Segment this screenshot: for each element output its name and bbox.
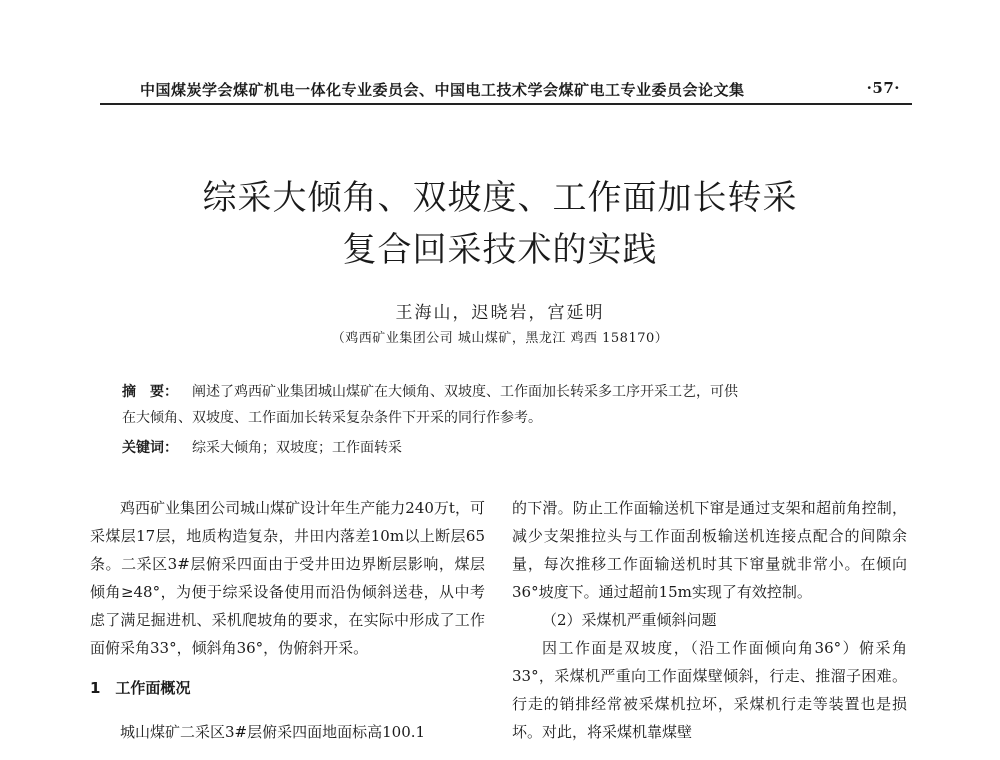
left-paragraph-2: 城山煤矿二采区3#层俯采四面地面标高100.1 [120, 723, 426, 741]
running-header [140, 79, 900, 100]
left-paragraph-1: 鸡西矿业集团公司城山煤矿设计年生产能力240万t，可采煤层17层，地质构造复杂，井田内落差10m以上断层65条。二采区3#层俯采四面由于受井田边界断层影响，煤层倾角≥48°，为便于综采设备使用而沿伪倾斜送巷，从中考虑了满足掘进机、采机爬坡角的要求，在实际中形成了工作面俯采角33°，倾斜角36°，伪俯斜开采。 [90, 499, 485, 657]
paper-title-line1: 综采大倾角、双坡度、工作面加长转采 [202, 178, 798, 218]
keywords: 综采大倾角；双坡度；工作面转采 [192, 440, 402, 456]
subsection-heading-2: （2）采煤机严重倾斜问题 [542, 611, 717, 629]
authors: 王海山，迟晓岩，宫延明 [395, 303, 605, 323]
abstract-line2 [122, 406, 902, 431]
affiliation: （鸡西矿业集团公司 城山煤矿，黑龙江 鸡西 158170） [331, 331, 669, 346]
abstract-line1 [122, 380, 902, 405]
page-number: ·57· [866, 79, 900, 97]
section-heading-1: 1 工作面概况 [90, 679, 191, 697]
right-paragraph-2: 因工作面是双坡度，（沿工作面倾向角36°）俯采角33°，采煤机严重向工作面煤壁倾斜，行走、推溜子困难。行走的销排经常被采煤机拉坏，采煤机行走等装置也是损坏。对此，将采煤机靠煤壁 [512, 639, 907, 741]
abstract-label: 摘 要： [122, 384, 178, 400]
abstract-text-2: 在大倾角、双坡度、工作面加长转采复杂条件下开采的同行作参考。 [122, 410, 542, 426]
right-paragraph-1: 的下滑。防止工作面输送机下窜是通过支架和超前角控制，减少支架推拉头与工作面刮板输送机连接点配合的间隙余量，每次推移工作面输送机时其下窜量就非常小。在倾向36°坡度下。通过超前15m实现了有效控制。 [512, 499, 907, 601]
keywords-label: 关键词： [122, 440, 178, 456]
left-column [90, 494, 485, 746]
keywords-line [122, 436, 902, 461]
abstract-text-1: 阐述了鸡西矿业集团城山煤矿在大倾角、双坡度、工作面加长转采多工序开采工艺，可供 [192, 384, 738, 400]
right-column [512, 494, 907, 746]
paper-title-line2: 复合回采技术的实践 [342, 230, 658, 270]
header-rule [100, 103, 912, 105]
running-title: 中国煤炭学会煤矿机电一体化专业委员会、中国电工技术学会煤矿电工专业委员会论文集 [140, 81, 745, 99]
